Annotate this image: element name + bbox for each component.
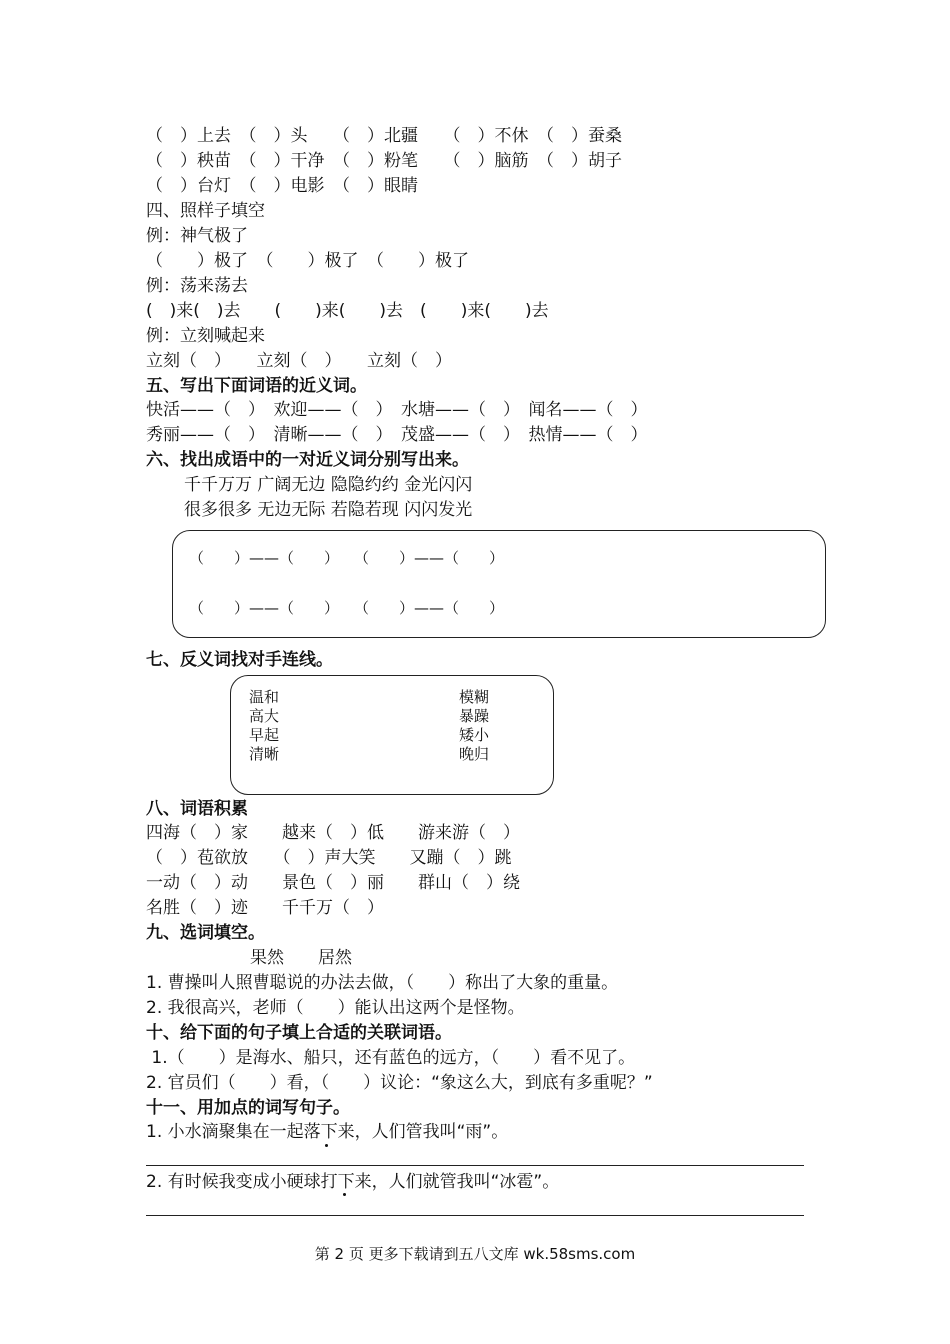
section4-example-1: 例：神气极了 xyxy=(146,226,248,246)
section4-line-1: （ ）极了 （ ）极了 （ ）极了 xyxy=(146,251,469,271)
section8-heading: 八、词语积累 xyxy=(146,799,248,819)
antonym-match-box xyxy=(230,675,554,795)
idiom-row-2: 很多很多 无边无际 若隐若现 闪闪发光 xyxy=(184,500,473,520)
phrase-line-2: （ ）苞欲放 （ ）声大笑 又蹦（ ）跳 xyxy=(146,848,512,868)
emphasis-dot-2 xyxy=(343,1193,346,1196)
section6-heading: 六、找出成语中的一对近义词分别写出来。 xyxy=(146,450,469,470)
section10-heading: 十、给下面的句子填上合适的关联词语。 xyxy=(146,1023,452,1043)
antonym-left-3: 早起 xyxy=(249,726,280,744)
antonym-right-3: 矮小 xyxy=(459,726,490,744)
quantifier-line-3: （ ）台灯 （ ）电影 （ ）眼睛 xyxy=(146,176,418,196)
antonym-left-4: 清晰 xyxy=(249,745,280,763)
idiom-row-1: 千千万万 广阔无边 隐隐约约 金光闪闪 xyxy=(184,475,473,495)
section11-question-2: 2. 有时候我变成小硬球打下来，人们就管我叫“冰雹”。 xyxy=(146,1172,560,1192)
answer-box-row-1: （ ）——（ ） （ ）——（ ） xyxy=(189,549,505,567)
quantifier-line-1: （ ）上去 （ ）头 （ ）北疆 （ ）不休 （ ）蚕桑 xyxy=(146,126,622,146)
word-choices: 果然 居然 xyxy=(250,948,352,968)
section9-heading: 九、选词填空。 xyxy=(146,923,265,943)
section4-example-3: 例：立刻喊起来 xyxy=(146,326,265,346)
phrase-line-4: 名胜（ ）迹 千千万（ ） xyxy=(146,898,384,918)
antonym-right-4: 晚归 xyxy=(459,745,490,763)
answer-line-1 xyxy=(146,1165,804,1166)
antonym-right-2: 暴躁 xyxy=(459,707,490,725)
answer-box-synonyms xyxy=(172,530,826,638)
synonym-row-1: 快活——（ ） 欢迎——（ ） 水塘——（ ） 闻名——（ ） xyxy=(146,400,648,420)
answer-box-row-2: （ ）——（ ） （ ）——（ ） xyxy=(189,599,505,617)
section4-heading: 四、照样子填空 xyxy=(146,201,265,221)
section7-heading: 七、反义词找对手连线。 xyxy=(146,650,333,670)
answer-line-2 xyxy=(146,1215,804,1216)
quantifier-line-2: （ ）秧苗 （ ）干净 （ ）粉笔 （ ）脑筋 （ ）胡子 xyxy=(146,151,622,171)
section9-question-1: 1. 曹操叫人照曹聪说的办法去做，（ ）称出了大象的重量。 xyxy=(146,973,619,993)
section9-question-2: 2. 我很高兴，老师（ ）能认出这两个是怪物。 xyxy=(146,998,525,1018)
antonym-left-2: 高大 xyxy=(249,707,280,725)
antonym-left-1: 温和 xyxy=(249,688,280,706)
section5-heading: 五、写出下面词语的近义词。 xyxy=(146,376,367,396)
antonym-right-1: 模糊 xyxy=(459,688,490,706)
section11-heading: 十一、用加点的词写句子。 xyxy=(146,1098,350,1118)
section10-question-1: 1.（ ）是海水、船只，还有蓝色的远方，（ ）看不见了。 xyxy=(146,1048,636,1068)
section4-example-2: 例：荡来荡去 xyxy=(146,276,248,296)
section10-question-2: 2. 官员们（ ）看，（ ）议论：“象这么大，到底有多重呢？” xyxy=(146,1073,653,1093)
section11-question-1: 1. 小水滴聚集在一起落下来，人们管我叫“雨”。 xyxy=(146,1122,509,1142)
emphasis-dot-1 xyxy=(325,1144,328,1147)
phrase-line-3: 一动（ ）动 景色（ ）丽 群山（ ）绕 xyxy=(146,873,520,893)
section4-line-2: ( )来( )去 ( )来( )去 ( )来( )去 xyxy=(146,301,549,321)
synonym-row-2: 秀丽——（ ） 清晰——（ ） 茂盛——（ ） 热情——（ ） xyxy=(146,425,648,445)
section4-line-3: 立刻（ ） 立刻（ ） 立刻（ ） xyxy=(146,351,452,371)
phrase-line-1: 四海（ ）家 越来（ ）低 游来游（ ） xyxy=(146,823,520,843)
page-footer: 第 2 页 更多下载请到五八文库 wk.58sms.com xyxy=(314,1245,636,1263)
